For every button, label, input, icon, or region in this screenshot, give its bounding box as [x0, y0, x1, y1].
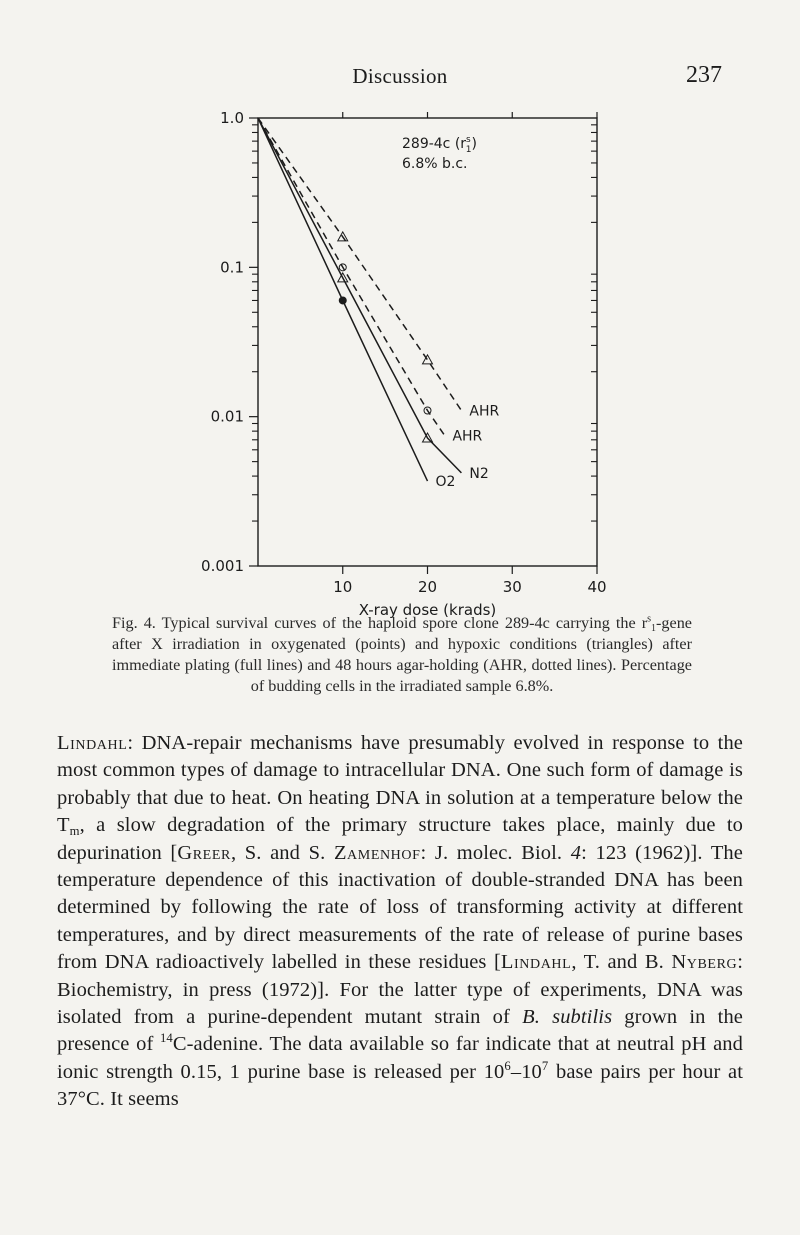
running-title: Discussion — [352, 64, 448, 88]
series-label: N2 — [469, 465, 489, 482]
y-tick-label: 0.1 — [220, 258, 244, 277]
page-number: 237 — [686, 62, 722, 88]
series-label: O2 — [435, 474, 456, 491]
budding-annotation: 6.8% b.c. — [402, 156, 468, 172]
circle-marker — [339, 297, 346, 304]
data-markers — [338, 232, 433, 442]
series-label: AHR — [452, 428, 483, 445]
author-name: Lindahl — [57, 732, 128, 754]
x-tick-label: 30 — [502, 578, 522, 596]
figure-caption: Fig. 4. Typical survival curves of the haploid spore clone 289-4c carrying the $r^s_1$-gene after X irradiation in oxygenated (points) and hypoxic conditions (triangles) after immediate plating (full lines) and 48 hours agar-holding (AHR, dotted lines). Percentage of budding cells in the irradiated sample 6.8%. — [112, 613, 692, 695]
y-tick-label: 1.0 — [220, 109, 244, 127]
series-label: AHR — [469, 403, 500, 420]
y-tick-label: 0.01 — [210, 407, 244, 426]
plot-border — [258, 118, 597, 566]
x-tick-label: 20 — [417, 578, 438, 596]
x-tick-label: 10 — [333, 578, 353, 596]
chart-frame — [258, 118, 597, 566]
clone-annotation: 289-4c ($r^s$ 1) — [402, 135, 477, 155]
series-labels — [436, 403, 500, 490]
y-minor-ticks — [249, 118, 597, 566]
x-tick-label: 40 — [587, 578, 607, 596]
x-tick-labels — [333, 578, 606, 596]
x-axis-label: X-ray dose (krads) — [358, 601, 497, 619]
y-tick-label: 0.001 — [201, 557, 244, 575]
page-header — [0, 62, 800, 98]
y-tick-labels — [201, 109, 244, 575]
species-name: B. subtilis — [522, 1006, 613, 1029]
x-major-ticks — [343, 112, 597, 574]
series-layer — [258, 118, 461, 481]
survival-chart — [0, 100, 800, 619]
body-paragraph: Lindahl: DNA-repair mechanisms have presumably evolved in response to the most common types of damage to intracellular DNA. One such form of damage is probably that due to heat. On heating DNA in solution at a temperature below the $T_m$, a slow degradation of the primary structure takes place, mainly due to depurination [Greer, S. and S. Zamenhof: J. molec. Biol. 4: 123 (1962)]. The temperature dependence of this inactivation of double-stranded DNA has been determined by following the rate of loss of transforming activity at different temperatures, and by direct measurements of the rate of release of purine bases from DNA radioactively labelled in these residues [Lindahl, T. and B. Nyberg: Biochemistry, in press (1972)]. For the latter type of experiments, DNA was isolated from a purine-dependent mutant strain of B. subtilis grown in the presence of $^{14}$C-adenine. The data available so far indicate that at neutral pH and ionic strength 0.15, 1 purine base is released per $10^6-10^7$ base pairs per hour at 37°C. It seems — [57, 732, 744, 1111]
